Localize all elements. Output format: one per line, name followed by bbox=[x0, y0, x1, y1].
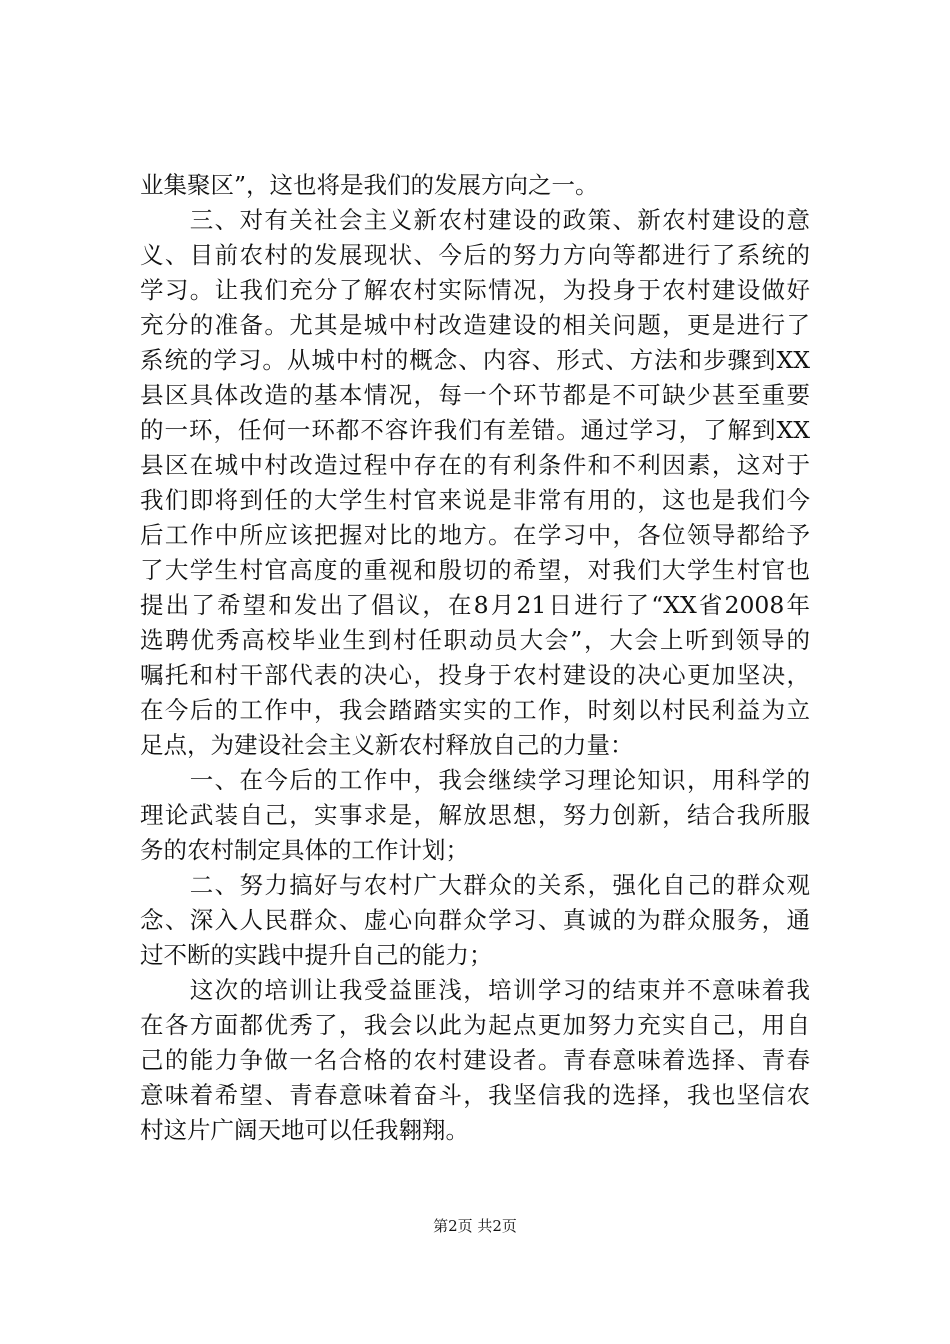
text-line: 了大学生村官高度的重视和殷切的希望，对我们大学生村官也 bbox=[140, 556, 810, 584]
text-line: 选聘优秀高校毕业生到村任职动员大会”，大会上听到领导的 bbox=[140, 626, 810, 654]
text-line: 二、努力搞好与农村广大群众的关系，强化自己的群众观 bbox=[140, 871, 810, 899]
text-line: 村这片广阔天地可以任我翱翔。 bbox=[140, 1116, 469, 1144]
text-line: 务的农村制定具体的工作计划； bbox=[140, 836, 469, 864]
text-line: 一、在今后的工作中，我会继续学习理论知识，用科学的 bbox=[140, 766, 810, 794]
text-line: 在各方面都优秀了，我会以此为起点更加努力充实自己，用自 bbox=[140, 1011, 810, 1039]
text-line: 念、深入人民群众、虚心向群众学习、真诚的为群众服务，通 bbox=[140, 906, 810, 934]
text-line: 业集聚区”，这也将是我们的发展方向之一。 bbox=[140, 171, 599, 199]
text-line: 后工作中所应该把握对比的地方。在学习中，各位领导都给予 bbox=[140, 521, 810, 549]
text-line: 在今后的工作中，我会踏踏实实的工作，时刻以村民利益为立 bbox=[140, 696, 810, 724]
text-line: 嘱托和村干部代表的决心，投身于农村建设的决心更加坚决， bbox=[140, 661, 810, 689]
text-line: 提出了希望和发出了倡议，在8月21日进行了“XX省2008年 bbox=[140, 591, 810, 619]
text-line: 义、目前农村的发展现状、今后的努力方向等都进行了系统的 bbox=[140, 241, 810, 269]
document-body bbox=[140, 168, 810, 1148]
text-line: 过不断的实践中提升自己的能力； bbox=[140, 941, 493, 969]
text-line: 己的能力争做一名合格的农村建设者。青春意味着选择、青春 bbox=[140, 1046, 810, 1074]
text-line: 我们即将到任的大学生村官来说是非常有用的，这也是我们今 bbox=[140, 486, 810, 514]
text-line: 县区在城中村改造过程中存在的有利条件和不利因素，这对于 bbox=[140, 451, 810, 479]
text-line: 理论武装自己，实事求是，解放思想，努力创新，结合我所服 bbox=[140, 801, 810, 829]
text-line: 足点，为建设社会主义新农村释放自己的力量： bbox=[140, 731, 634, 759]
page-number-footer: 第2页 共2页 bbox=[433, 1217, 517, 1235]
text-line: 的一环，任何一环都不容许我们有差错。通过学习，了解到XX bbox=[140, 416, 810, 444]
text-line: 意味着希望、青春意味着奋斗，我坚信我的选择，我也坚信农 bbox=[140, 1081, 810, 1109]
text-line: 充分的准备。尤其是城中村改造建设的相关问题，更是进行了 bbox=[140, 311, 810, 339]
text-line: 学习。让我们充分了解农村实际情况，为投身于农村建设做好 bbox=[140, 276, 810, 304]
text-line: 三、对有关社会主义新农村建设的政策、新农村建设的意 bbox=[140, 206, 810, 234]
text-line: 县区具体改造的基本情况，每一个环节都是不可缺少甚至重要 bbox=[140, 381, 810, 409]
text-line: 这次的培训让我受益匪浅，培训学习的结束并不意味着我 bbox=[140, 976, 810, 1004]
text-line: 系统的学习。从城中村的概念、内容、形式、方法和步骤到XX bbox=[140, 346, 810, 374]
